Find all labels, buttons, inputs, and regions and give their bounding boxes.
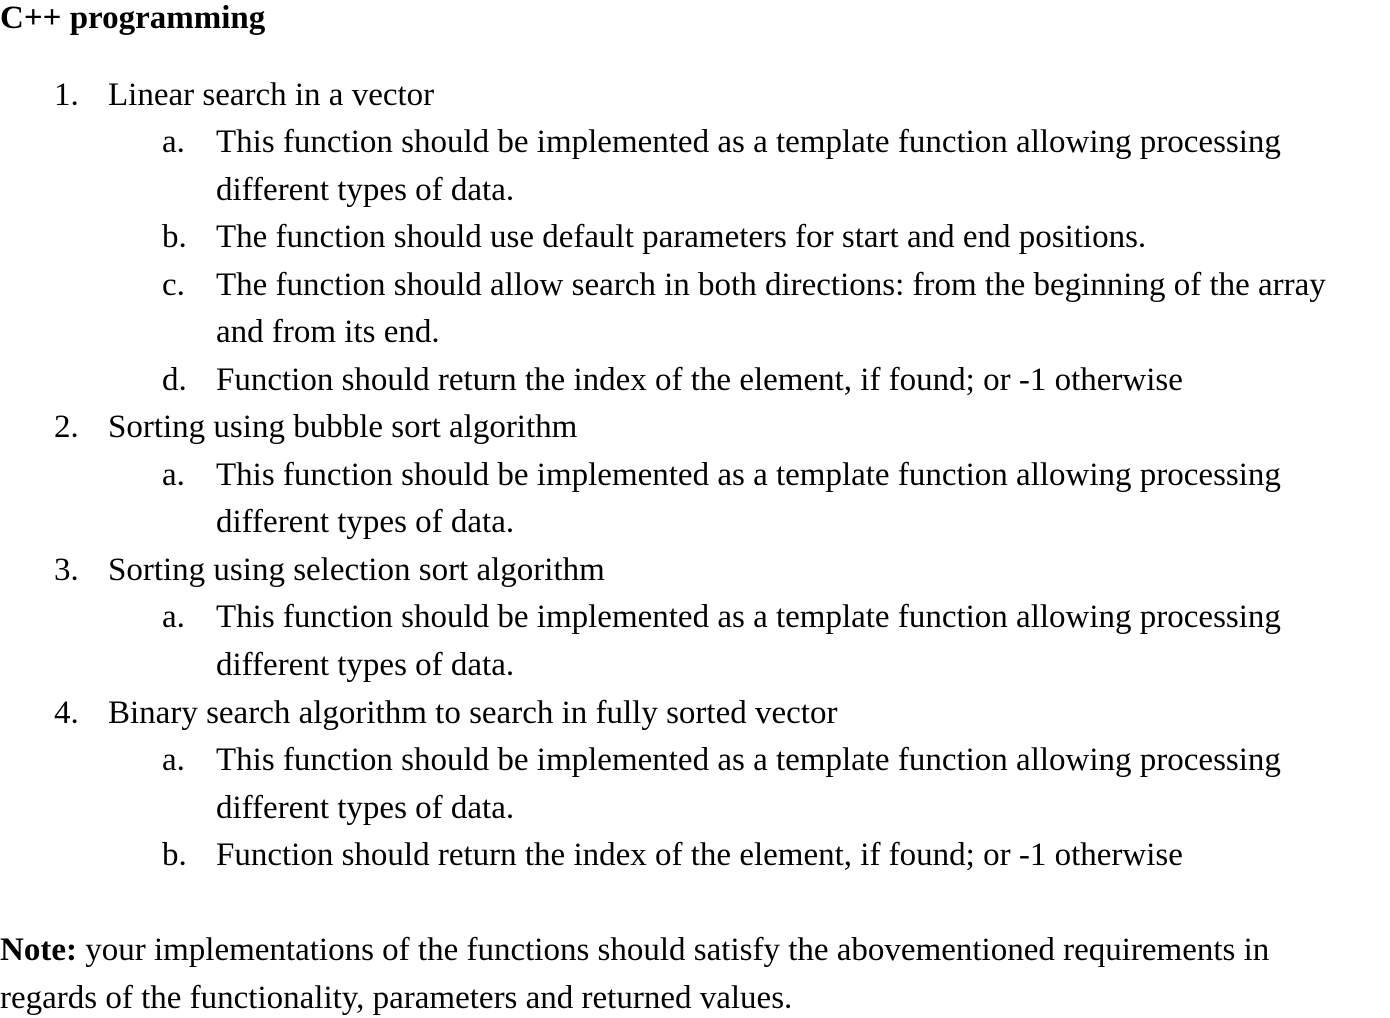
subitem-text: different types of data. — [216, 647, 515, 683]
document-title: C++ programming — [0, 0, 266, 36]
note-text: your implementations of the functions should satisfy the abovementioned requirements in — [76, 932, 1270, 968]
subitem-text: Function should return the index of the element, if found; or -1 otherwise — [216, 362, 1183, 398]
list-item-number: 2. — [54, 409, 79, 445]
subitem-letter: a. — [162, 599, 185, 635]
subitem-letter: b. — [162, 837, 187, 873]
subitem-letter: a. — [162, 457, 185, 493]
list-item-label: Binary search algorithm to search in fully sorted vector — [108, 695, 838, 731]
list-item-label: Linear search in a vector — [108, 77, 435, 113]
subitem-letter: c. — [162, 267, 185, 303]
subitem-letter: a. — [162, 124, 185, 160]
list-item-number: 4. — [54, 695, 79, 731]
subitem-text: This function should be implemented as a template function allowing processing — [216, 124, 1281, 160]
note-paragraph — [0, 930, 1269, 970]
note-text: regards of the functionality, parameters and returned values. — [0, 980, 793, 1016]
subitem-text: Function should return the index of the element, if found; or -1 otherwise — [216, 837, 1183, 873]
subitem-letter: d. — [162, 362, 187, 398]
note-label: Note: — [0, 932, 77, 968]
subitem-text: This function should be implemented as a template function allowing processing — [216, 599, 1281, 635]
subitem-text: different types of data. — [216, 790, 515, 826]
subitem-text: different types of data. — [216, 504, 515, 540]
subitem-text: This function should be implemented as a template function allowing processing — [216, 742, 1281, 778]
subitem-text: The function should use default parameters for start and end positions. — [216, 219, 1147, 255]
subitem-letter: a. — [162, 742, 185, 778]
subitem-text: This function should be implemented as a template function allowing processing — [216, 457, 1281, 493]
list-item-label: Sorting using bubble sort algorithm — [108, 409, 578, 445]
subitem-text: and from its end. — [216, 314, 440, 350]
list-item-number: 3. — [54, 552, 79, 588]
list-item-number: 1. — [54, 77, 79, 113]
subitem-text: The function should allow search in both directions: from the beginning of the array — [216, 267, 1326, 303]
list-item-label: Sorting using selection sort algorithm — [108, 552, 605, 588]
subitem-text: different types of data. — [216, 172, 515, 208]
subitem-letter: b. — [162, 219, 187, 255]
